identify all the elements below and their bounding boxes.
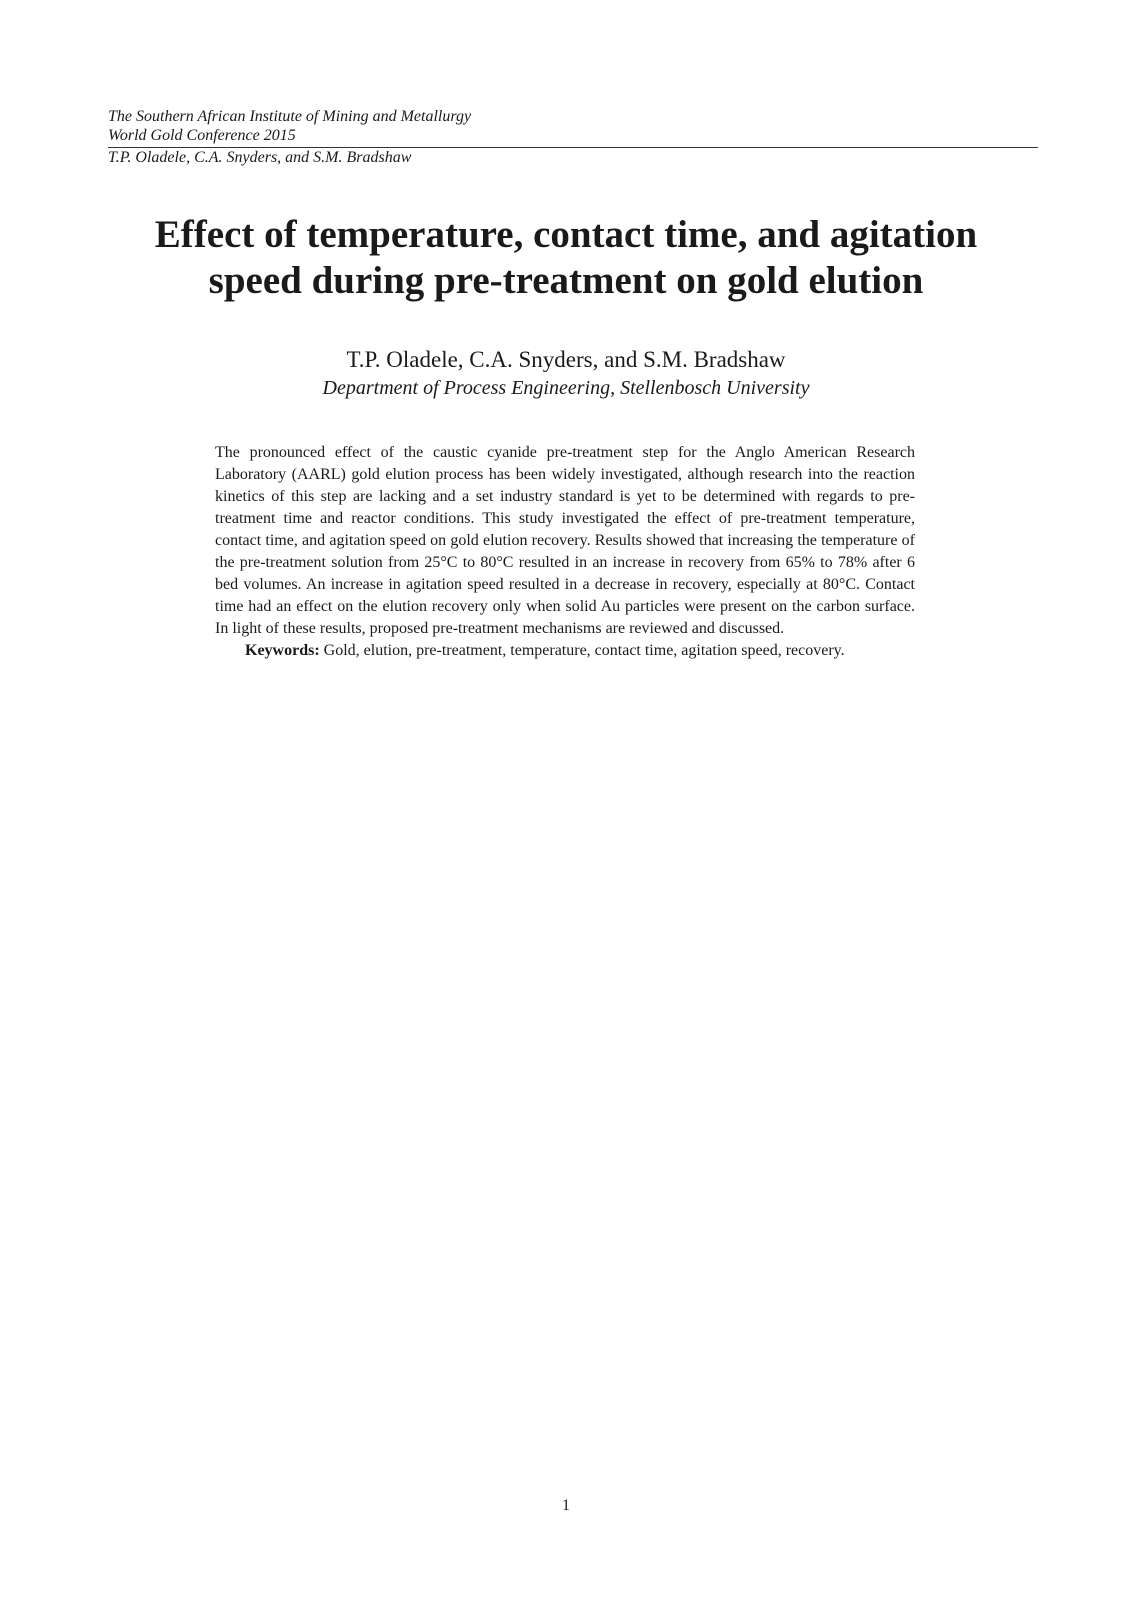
paper-title-line-1: Effect of temperature, contact time, and agitation (154, 213, 978, 256)
author-list: T.P. Oladele, C.A. Snyders, and S.M. Bradshaw (346, 347, 786, 372)
paper-title-line-2: speed during pre-treatment on gold elution (208, 259, 924, 302)
paper-title (100, 212, 1032, 304)
running-head-conference: World Gold Conference 2015 (108, 127, 296, 144)
keywords (215, 640, 915, 662)
running-head (108, 107, 1038, 167)
page-number: 1 (562, 1497, 570, 1514)
running-head-institute: The Southern African Institute of Mining and Metallurgy (108, 108, 472, 125)
abstract (215, 442, 915, 662)
abstract-text: The pronounced effect of the caustic cyanide pre-treatment step for the Anglo American Research Laboratory (AARL) gold elution process has been widely investigated, although research into the reaction kinetics of this step are lacking and a set industry standard is yet to be determined with regards to pre-treatment time and reactor conditions. This study investigated the effect of pre-treatment temperature, contact time, and agitation speed on gold elution recovery. Results showed that increasing the temperature of the pre-treatment solution from 25°C to 80°C resulted in an increase in recovery from 65% to 78% after 6 bed volumes. An increase in agitation speed resulted in a decrease in recovery, especially at 80°C. Contact time had an effect on the elution recovery only when solid Au particles were present on the carbon surface. In light of these results, proposed pre-treatment mechanisms are reviewed and discussed. (215, 444, 915, 637)
keywords-text: Gold, elution, pre-treatment, temperature, contact time, agitation speed, recovery. (323, 642, 845, 659)
author-affiliation: Department of Process Engineering, Stellenbosch University (322, 377, 810, 399)
keywords-label: Keywords: (245, 642, 320, 659)
running-head-authors: T.P. Oladele, C.A. Snyders, and S.M. Bradshaw (108, 149, 412, 166)
